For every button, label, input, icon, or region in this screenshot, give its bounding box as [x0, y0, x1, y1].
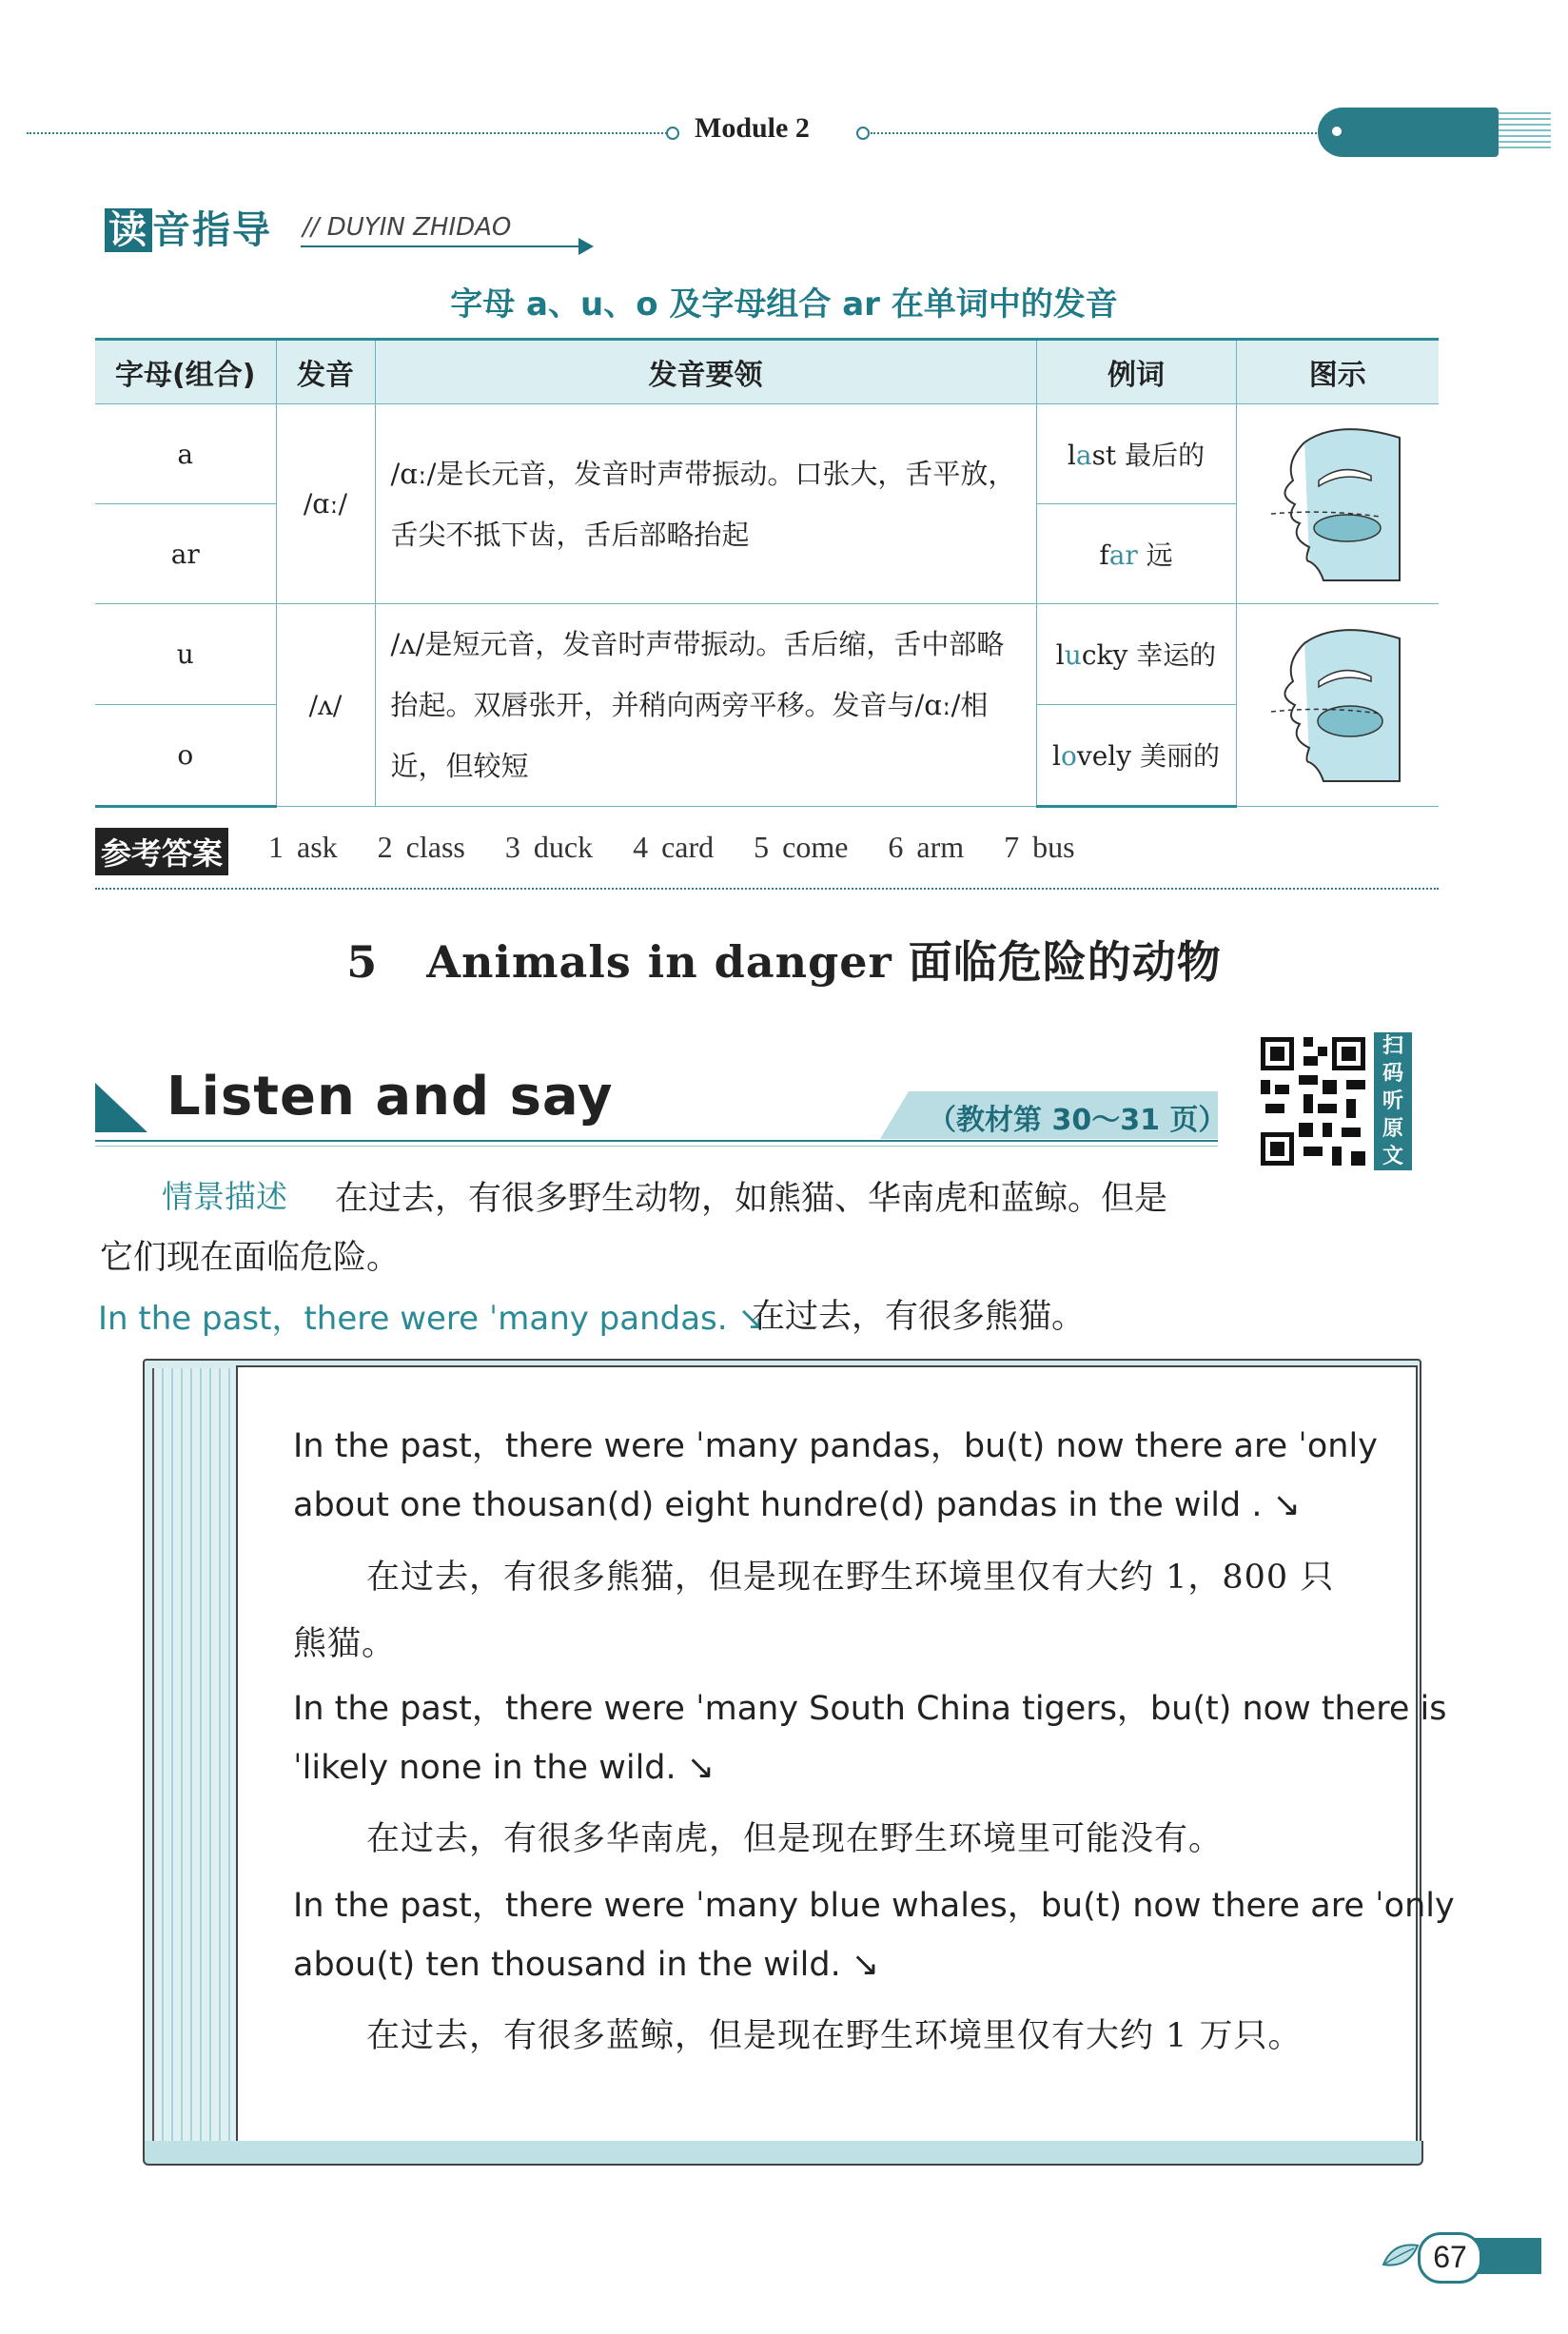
- example-cell: [1036, 604, 1236, 705]
- section-arrow-line: [301, 245, 586, 247]
- sound-cell: /ʌ/: [276, 604, 375, 807]
- header-stripes: [1499, 112, 1551, 152]
- example-highlight: a: [1075, 440, 1092, 471]
- unit-title: 5 Animals in danger 面临危险的动物: [346, 936, 1222, 988]
- book-line: 熊猫。: [293, 1625, 397, 1663]
- section-title-rest: 音指导: [152, 208, 272, 252]
- header-rule-right: [871, 132, 1327, 134]
- listen-say-rule: [95, 1140, 1218, 1142]
- book-line: 在过去，有很多熊猫，但是现在野生环境里仅有大约 1，800 只: [366, 1559, 1335, 1597]
- book-bottom-edge: [143, 2141, 1423, 2166]
- textbook-page-text: （教材第 30～31 页）: [928, 1104, 1227, 1137]
- header-rule-left: [27, 132, 674, 134]
- answer-text: 1 ask 2 class 3 duck 4 card 5 come 6 arm 7 bus: [268, 830, 1075, 864]
- scene-text-line1: 在过去，有很多野生动物，如熊猫、华南虎和蓝鲸。但是: [335, 1180, 1168, 1218]
- listen-say-title: Listen and say: [167, 1066, 614, 1128]
- qr-side-label: [1374, 1032, 1412, 1170]
- example-highlight: o: [1061, 740, 1077, 773]
- module-title: Module 2: [695, 112, 810, 144]
- example-prefix: f: [1099, 539, 1109, 571]
- example-meaning: 远: [1137, 539, 1173, 571]
- example-meaning: 最后的: [1116, 440, 1205, 471]
- table-row: [95, 404, 1439, 504]
- scene-label: 情景描述: [162, 1178, 287, 1215]
- table-header-row: [95, 340, 1439, 404]
- section-title-duyin: [105, 200, 272, 254]
- example-cell: [1036, 404, 1236, 504]
- example-highlight: u: [1064, 639, 1082, 672]
- header-dot-right: [856, 127, 870, 140]
- leaf-icon: [1380, 2236, 1421, 2274]
- book-line: In the past，there were ˈmany pandas，bu(t) now there are ˈonly: [293, 1427, 1378, 1465]
- pronunciation-table: [95, 338, 1439, 808]
- letter-cell: o: [95, 704, 276, 806]
- example-highlight: ar: [1108, 539, 1138, 571]
- example-suffix: st: [1091, 440, 1117, 471]
- header-examples: 例词: [1036, 340, 1236, 404]
- header-tips: 发音要领: [375, 340, 1036, 404]
- example-prefix: l: [1052, 740, 1062, 773]
- book-line: 在过去，有很多蓝鲸，但是现在野生环境里仅有大约 1 万只。: [366, 2017, 1303, 2055]
- page-number: 67: [1418, 2232, 1482, 2284]
- tip-cell: /ɑː/是长元音，发音时声带振动。口张大，舌平放，舌尖不抵下齿，舌后部略抬起: [375, 404, 1036, 604]
- book-line: 在过去，有很多华南虎，但是现在野生环境里可能没有。: [366, 1820, 1224, 1858]
- example-suffix: vely: [1076, 740, 1132, 773]
- triangle-icon: [95, 1083, 147, 1132]
- scene-text-line2: 它们现在面临危险。: [100, 1239, 401, 1277]
- table-row: [95, 604, 1439, 705]
- letter-cell: ar: [95, 504, 276, 604]
- answer-label: 参考答案: [95, 828, 228, 875]
- header-diagram: 图示: [1236, 340, 1439, 404]
- book-line: In the past，there were ˈmany blue whales，bu(t) now there are ˈonly: [293, 1887, 1455, 1925]
- mouth-diagram-cell: [1236, 604, 1439, 807]
- arrow-right-icon: [578, 238, 594, 255]
- header-tab: [1318, 108, 1499, 157]
- listen-say-rule-thin: [95, 1146, 1218, 1147]
- section-subtitle: // DUYIN ZHIDAO: [303, 213, 512, 242]
- book-line: about one thousan(d) eight hundre(d) pandas in the wild . ↘: [293, 1486, 1301, 1524]
- example-cell: [1036, 704, 1236, 806]
- book-line: abou(t) ten thousand in the wild. ↘: [293, 1946, 880, 1984]
- letter-cell: a: [95, 404, 276, 504]
- header-sound: 发音: [276, 340, 375, 404]
- header-dot-left: [666, 127, 679, 140]
- example-meaning: 幸运的: [1127, 639, 1217, 672]
- example-prefix: l: [1055, 639, 1065, 672]
- table-title: 字母 a、u、o 及字母组合 ar 在单词中的发音: [450, 285, 1118, 324]
- header-tab-dot: [1332, 127, 1342, 136]
- answer-divider: [95, 888, 1439, 890]
- mouth-diagram-cell: [1236, 404, 1439, 604]
- example-meaning: 美丽的: [1131, 740, 1220, 773]
- qr-side-text: 扫码听原文: [1382, 1034, 1403, 1168]
- letter-cell: u: [95, 604, 276, 705]
- example-sentence-zh: 在过去，有很多熊猫。: [752, 1298, 1086, 1336]
- example-suffix: cky: [1081, 639, 1128, 672]
- mouth-diagram-icon: [1266, 624, 1409, 786]
- example-prefix: l: [1067, 440, 1076, 471]
- mouth-diagram-icon: [1266, 423, 1409, 585]
- section-title-first-char: 读: [105, 208, 152, 252]
- sound-cell: /ɑː/: [276, 404, 375, 604]
- book-line: ˈlikely none in the wild. ↘: [293, 1749, 715, 1787]
- qr-code-icon[interactable]: [1256, 1032, 1370, 1170]
- example-sentence-en: In the past，there were ˈmany pandas. ↘: [98, 1300, 765, 1338]
- book-line: In the past，there were ˈmany South China tigers，bu(t) now there is: [293, 1690, 1447, 1728]
- header-letters: 字母(组合): [95, 340, 276, 404]
- tip-cell: /ʌ/是短元音，发音时声带振动。舌后缩，舌中部略抬起。双唇张开，并稍向两旁平移。发音与/ɑː/相近，但较短: [375, 604, 1036, 807]
- example-cell: [1036, 504, 1236, 604]
- page-tab: [1475, 2238, 1541, 2274]
